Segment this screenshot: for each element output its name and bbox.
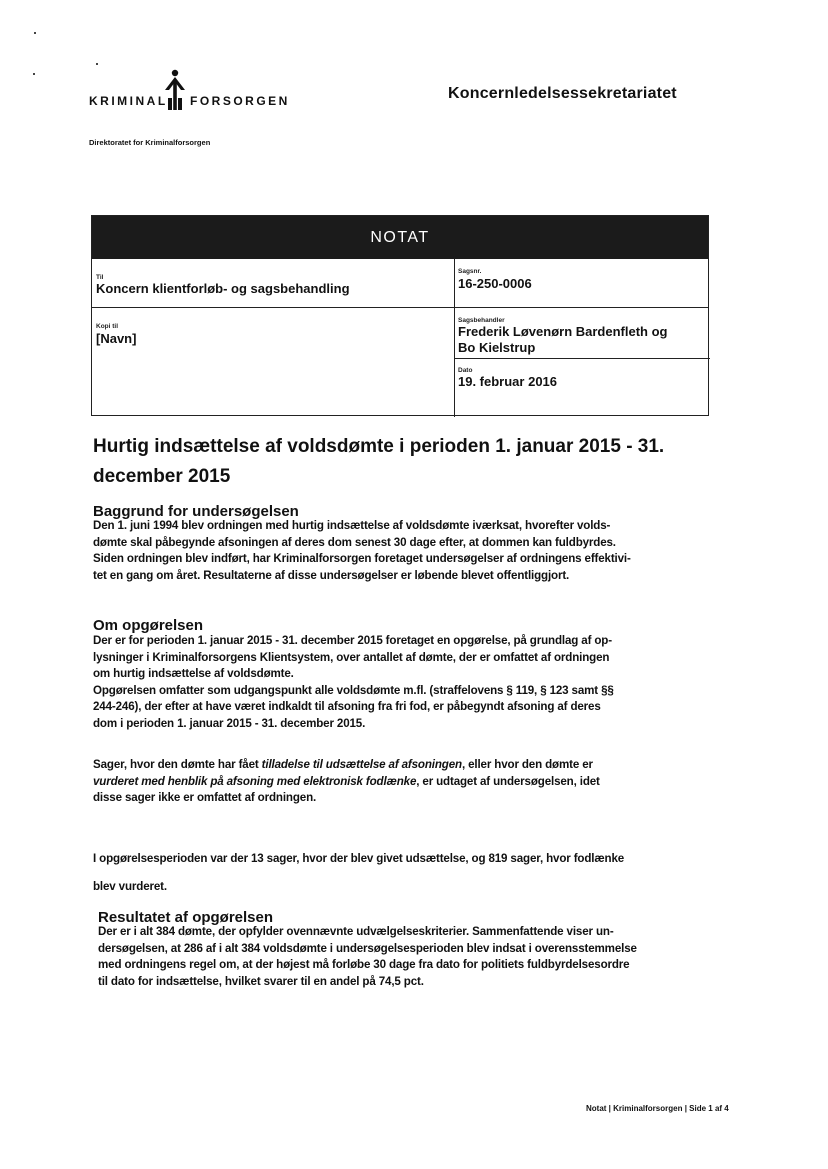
memo-divider — [92, 307, 708, 308]
paragraph-line: Der er i alt 384 dømte, der opfylder ovennævnte udvælgelseskriterier. Sammenfattende viser un- — [98, 925, 614, 938]
paragraph-line: til dato for indsættelse, hvilket svarer til en andel på 74,5 pct. — [98, 974, 424, 988]
emphasis-text: vurderet med henblik på afsoning med elektronisk fodlænke — [93, 774, 417, 788]
case-handler-value — [458, 324, 667, 356]
paragraph-line: lysninger i Kriminalforsorgens Klientsystem, over antallet af dømte, der er omfattet af ordningen — [93, 650, 610, 664]
copy-to-value: [Navn] — [96, 331, 137, 346]
to-value: Koncern klientforløb- og sagsbehandling — [96, 281, 350, 296]
logo-text-right: FORSORGEN — [190, 94, 290, 108]
memo-divider-vertical — [454, 259, 455, 417]
paragraph-line: dømte skal påbegynde afsoningen af deres dom senest 30 dage efter, at dommen kan fuldbyrdes. — [93, 535, 616, 549]
case-handler-line: Bo Kielstrup — [458, 340, 536, 355]
paragraph-line: Der er for perioden 1. januar 2015 - 31. december 2015 foretaget en opgørelse, på grundlag af op- — [93, 634, 612, 647]
paragraph-line: Siden ordningen blev indført, har Kriminalforsorgen foretaget undersøgelser af ordningens effektivi- — [93, 552, 631, 565]
text-run: , er udtaget af undersøgelsen, idet — [416, 774, 600, 788]
department-name: Koncernledelsessekretariatet — [448, 85, 677, 102]
paragraph-line: tet en gang om året. Resultaterne af disse undersøgelser er løbende blevet offentliggjort. — [93, 568, 570, 582]
paragraph-exclusions — [93, 757, 600, 807]
paragraph-background — [93, 518, 631, 584]
text-run: Sager, hvor den dømte har fået — [93, 758, 262, 771]
to-label: Til — [96, 274, 104, 281]
case-handler-line: Frederik Løvenørn Bardenfleth og — [458, 324, 668, 339]
memo-heading: NOTAT — [92, 216, 708, 259]
paragraph-about — [93, 633, 614, 732]
scan-mark — [33, 73, 35, 75]
case-number-label: Sagsnr. — [458, 268, 482, 275]
page-footer: Notat | Kriminalforsorgen | Side 1 af 4 — [586, 1104, 729, 1113]
paragraph-line: blev vurderet. — [93, 880, 167, 893]
paragraph-line: 244-246), der efter at have været indkaldt til afsoning fra fri fod, er påbegyndt afsoning af deres — [93, 700, 601, 713]
paragraph-line: I opgørelsesperioden var der 13 sager, hvor der blev givet udsættelse, og 819 sager, hvor fodlænke — [93, 852, 625, 865]
date-label: Dato — [458, 367, 473, 374]
logo — [89, 68, 290, 110]
scan-mark — [96, 63, 98, 65]
emphasis-text: tilladelse til udsættelse af afsoningen — [261, 758, 462, 771]
paragraph-line: disse sager ikke er omfattet af ordningen. — [93, 791, 317, 804]
paragraph-line: dom i perioden 1. januar 2015 - 31. december 2015. — [93, 716, 366, 730]
case-handler-label: Sagsbehandler — [458, 317, 505, 324]
section-heading-about: Om opgørelsen — [93, 617, 204, 634]
document-title — [93, 432, 733, 492]
memo-box — [91, 215, 709, 416]
section-heading-result: Resultatet af opgørelsen — [98, 909, 274, 926]
section-heading-background: Baggrund for undersøgelsen — [93, 503, 299, 520]
memo-divider — [454, 358, 710, 359]
paragraph-line — [93, 757, 600, 774]
case-number-value: 16-250-0006 — [458, 276, 532, 291]
text-run: , eller hvor den dømte er — [461, 758, 593, 771]
copy-to-label: Kopi til — [96, 323, 119, 330]
logo-subtitle: Direktoratet for Kriminalforsorgen — [89, 138, 211, 147]
paragraph-period-counts — [93, 845, 624, 901]
logo-text-left: KRIMINAL — [89, 94, 168, 108]
paragraph-line: Opgørelsen omfatter som udgangspunkt alle voldsdømte m.fl. (straffelovens § 119, § 123 samt §§ — [93, 683, 614, 697]
paragraph-line: om hurtig indsættelse af voldsdømte. — [93, 667, 294, 680]
date-value: 19. februar 2016 — [458, 374, 558, 389]
paragraph-line: Den 1. juni 1994 blev ordningen med hurtig indsættelse af voldsdømte iværksat, hvorefter volds- — [93, 519, 611, 532]
paragraph-line: dersøgelsen, at 286 af i alt 384 voldsdømte i undersøgelsesperioden blev indsat i overensstemmelse — [98, 941, 637, 955]
paragraph-line: med ordningens regel om, at der højest må forløbe 30 dage fra dato for politiets fuldbyrdelsesordre — [98, 958, 630, 971]
paragraph-result — [98, 924, 637, 990]
scan-mark — [34, 32, 36, 34]
paragraph-line — [93, 774, 600, 791]
document-title-line: Hurtig indsættelse af voldsdømte i perioden 1. januar 2015 - 31. — [93, 436, 665, 457]
document-title-line: december 2015 — [93, 466, 231, 487]
logo-figure-icon — [161, 68, 189, 110]
